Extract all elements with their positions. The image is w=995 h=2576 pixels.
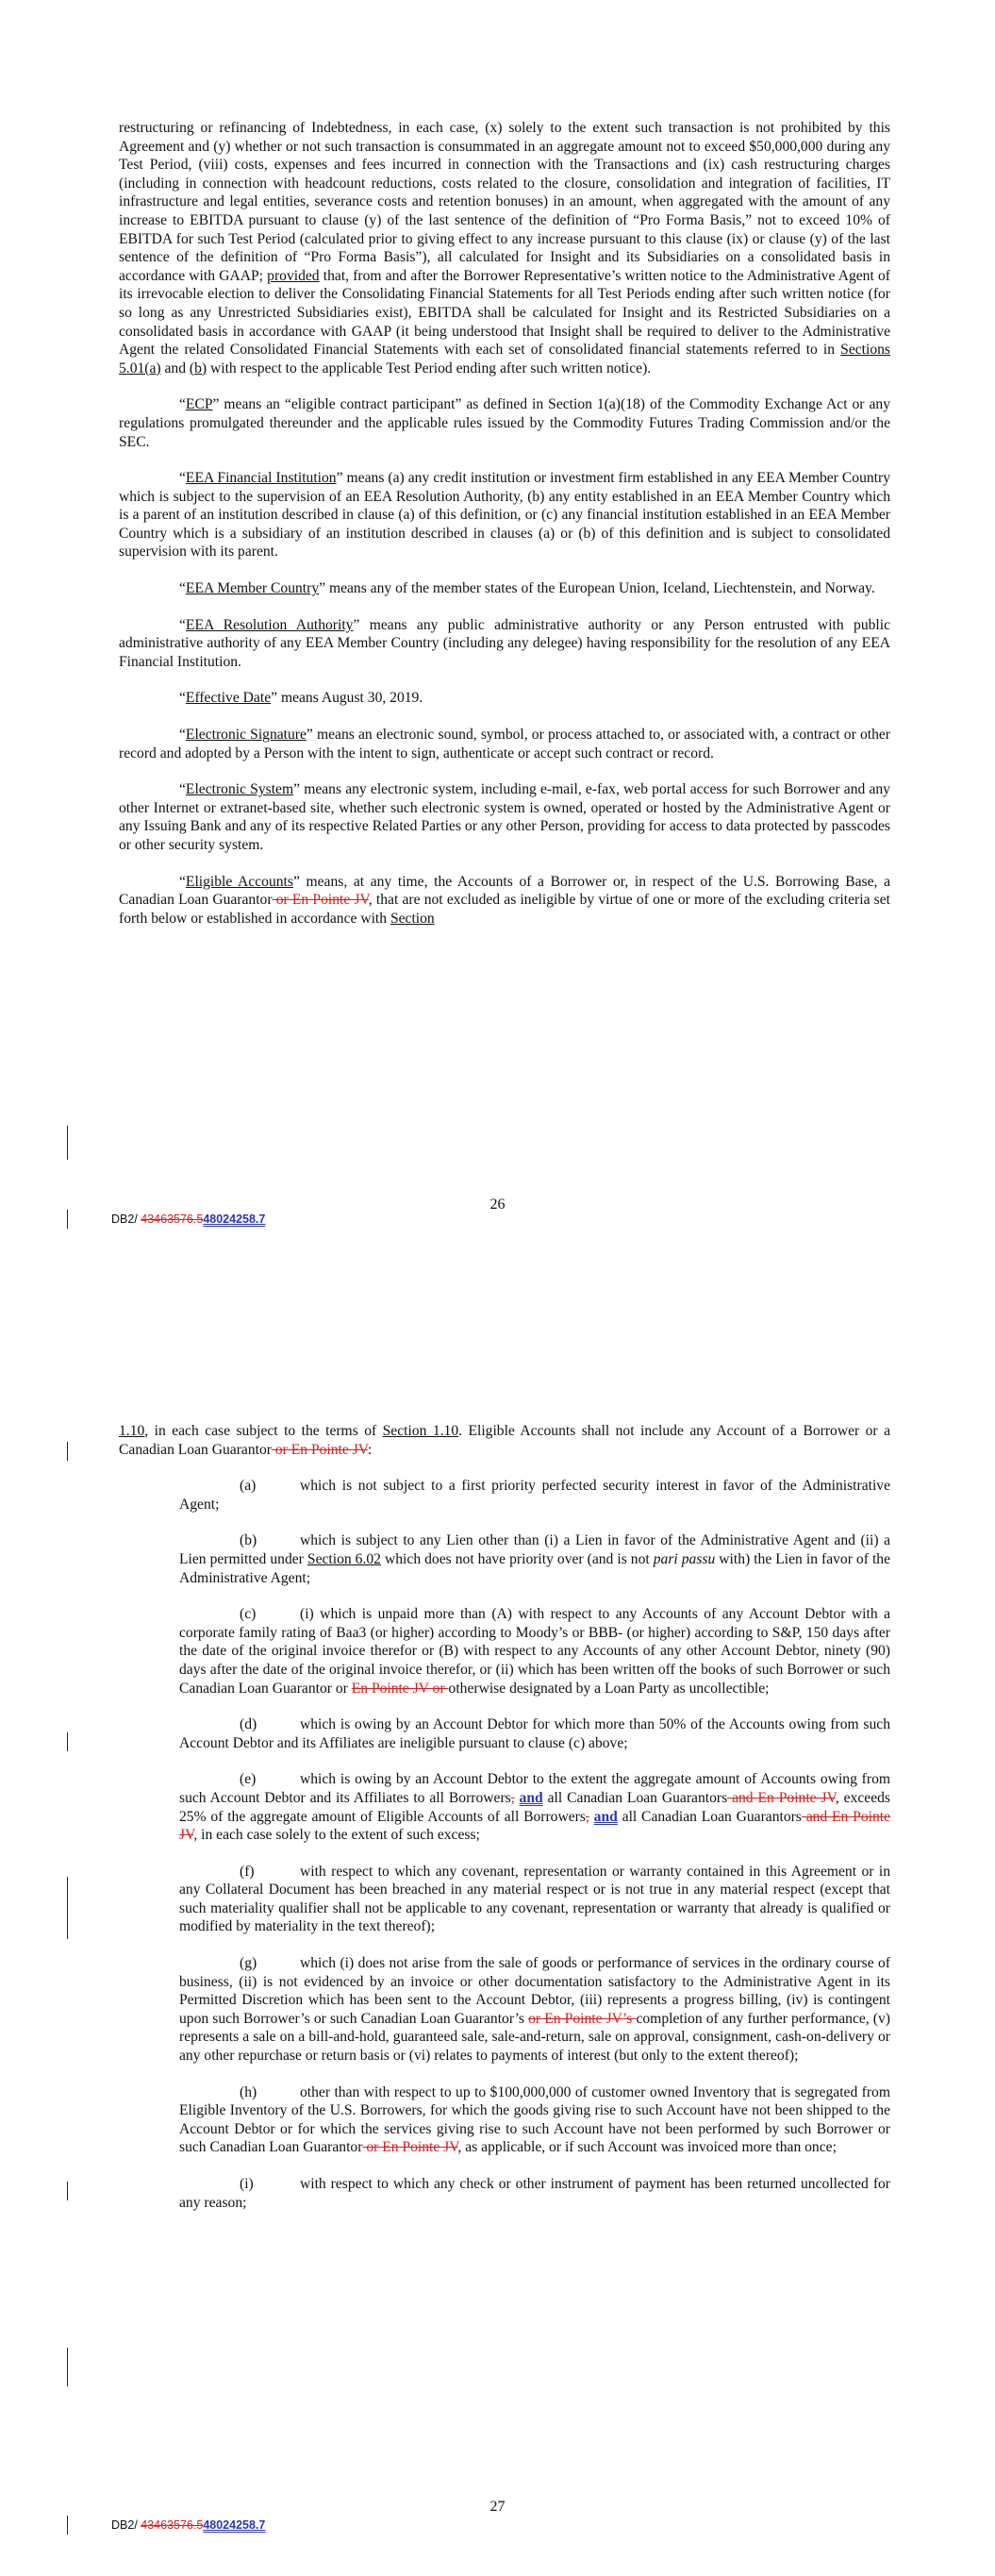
change-bar [67,2182,68,2200]
clause-label: (c) [240,1606,257,1623]
defined-term: EEA Resolution Authority [185,616,354,633]
inserted-text: and [519,1789,543,1806]
clause-d: (d) which is owing by an Account Debtor for which more than 50% of the Accounts owing from such Account Debtor and its Affiliates are ineligible pursuant to clause (c) above; [179,1716,890,1751]
page-26-body [119,119,890,928]
clause-label: (a) [240,1478,257,1495]
inserted-text: and [593,1808,618,1825]
defined-term: Electronic Signature [185,727,307,744]
page-number: 27 [489,2499,506,2515]
clause-label: (e) [240,1771,257,1788]
inserted-doc-id: 48024258.7 [203,2518,266,2532]
deleted-doc-id: 43463576.5 [141,2518,204,2532]
deleted-doc-id: 43463576.5 [141,1213,204,1226]
clause-label: (i) [240,2176,254,2192]
eligible-accounts-continuation: 1.10, in each case subject to the terms of Section 1.10. Eligible Accounts shall not include any Account of a Borrower or a Canadian Loan Guarantor or En Pointe JV: [119,1423,890,1458]
change-bar [67,1877,68,1939]
clause-label: (d) [240,1716,257,1733]
definition-electronic-signature: “Electronic Signature” means an electronic sound, symbol, or process attached to, or associated with, a contract or other record and adopted by a Person with the intent to sign, authenticate or accept such contract or record. [119,727,890,761]
clause-b: (b) which is subject to any Lien other than (i) a Lien in favor of the Administrative Agent and (ii) a Lien permitted under Section 6.02 which does not have priority over (and is not pari passu with) the Lien in favor of the Administrative Agent; [179,1532,890,1586]
deleted-text: , [510,1789,515,1806]
defined-term: Eligible Accounts [185,873,293,890]
deleted-text: and En Pointe JV [727,1789,836,1806]
clause-g: (g) which (i) does not arise from the sale of goods or performance of services in the ordinary course of business, (ii) is not evidenced by an invoice or other documentation satisfactory to the Administrative Agent in its Permitted Discretion which has been sent to the Account Debtor, (iii) represents a progress billing, (iv) is contingent upon such Borrower’s or such Canadian Loan Guarantor’s or En Pointe JV’s completion of any further performance, (v) represents a sale on a bill-and-hold, guaranteed sale, sale-and-return, sale on approval, consignment, cash-on-delivery or any other repurchase or return basis or (vi) relates to payments of interest (but only to the extent thereof); [179,1955,890,2065]
deleted-text: or En Pointe JV [271,1441,368,1458]
document-id-footer: DB2/ 43463576.548024258.7 [111,1213,266,1226]
defined-term: Electronic System [185,781,294,798]
clause-a: (a) which is not subject to a first priority perfected security interest in favor of the Administrative Agent; [179,1478,890,1513]
clause-c: (c) (i) which is unpaid more than (A) with respect to any Accounts of any Account Debtor with a corporate family rating of Baa3 (or higher) according to Moody’s or BBB- (or higher) according to S&P, 150 days after the date of the original invoice therefor or (B) with respect to any Accounts of any other Account Debtor, ninety (90) days after the date of the original invoice therefor, or (ii) which has been written off the books of such Borrower or such Canadian Loan Guarantor or En Pointe JV or otherwise designated by a Loan Party as uncollectible; [179,1606,890,1697]
clause-label: (b) [240,1532,257,1549]
deleted-text: and En Pointe JV [179,1808,891,1844]
definition-ecp: “ECP” means an “eligible contract participant” as defined in Section 1(a)(18) of the Commodity Exchange Act or any regulations promulgated thereunder and the applicable rules issued by the Commodity Futures Trading Commission and/or the SEC. [119,396,890,450]
ebitda-definition-continuation: restructuring or refinancing of Indebtedness, in each case, (x) solely to the extent such transaction is not prohibited by this Agreement and (y) whether or not such transaction is consummated in an aggregate amount not to exceed $50,000,000 during any Test Period, (viii) costs, expenses and fees incurred in connection with the Transactions and (ix) cash restructuring charges (including in connection with headcount reductions, costs related to the closure, consolidation and integration of facilities, IT infrastructure and legal entities, severance costs and retention bonuses) in an amount, when aggregated with the amount of any increase to EBITDA pursuant to clause (y) of the last sentence of the definition of “Pro Forma Basis,” not to exceed 10% of EBITDA for such Test Period (calculated prior to giving effect to any increase pursuant to this clause (ix) or clause (y) of the last sentence of the definition of “Pro Forma Basis”), all calculated for Insight and its Subsidiaries on a consolidated basis in accordance with GAAP; provided that, from and after the Borrower Representative’s written notice to the Administrative Agent of its irrevocable election to deliver the Consolidating Financial Statements for all Test Periods ending after such written notice (for so long as any Unrestricted Subsidiaries exist), EBITDA shall be calculated for Insight and its Restricted Subsidiaries on a consolidated basis in accordance with GAAP (it being understood that Insight shall be required to deliver to the Administrative Agent the related Consolidated Financial Statements with each set of consolidated financial statements referred to in Sections 5.01(a) and (b) with respect to the applicable Test Period ending after such written notice). [119,120,890,376]
definition-eea-member-country: “EEA Member Country” means any of the member states of the European Union, Iceland, Liechtenstein, and Norway. [179,580,875,597]
deleted-text: or En Pointe JV [272,892,369,909]
defined-term: EEA Member Country [185,580,320,597]
definition-eea-financial-institution: “EEA Financial Institution” means (a) any credit institution or investment firm established in any EEA Member Country which is subject to the supervision of an EEA Resolution Authority, (b) any entity established in an EEA Member Country which is a parent of an institution described in clause (a) of this definition, or (c) any financial institution established in an EEA Member Country which is a subsidiary of an institution described in clauses (a) or (b) of this definition and is subject to consolidated supervision with its parent. [119,470,891,560]
definition-eligible-accounts: “Eligible Accounts” means, at any time, the Accounts of a Borrower or, in respect of the U.S. Borrowing Base, a Canadian Loan Guarantor or En Pointe JV, that are not excluded as ineligible by virtue of one or more of the excluding criteria set forth below or established in accordance with Section [119,873,891,927]
page-27 [0,1288,995,2576]
page-27-body [119,1422,890,2212]
clause-label: (h) [240,2083,257,2100]
change-bar [67,2516,68,2534]
clause-f: (f) with respect to which any covenant, representation or warranty contained in this Agreement or in any Collateral Document has been breached in any material respect or is not true in any material respect (except that such materiality qualifier shall not be applicable to any covenant, representation or warranty that already is qualified or modified by materiality in the text thereof); [179,1863,890,1935]
clause-e: (e) which is owing by an Account Debtor to the extent the aggregate amount of Accounts owing from such Account Debtor and its Affiliates to all Borrowers, and all Canadian Loan Guarantors and En Pointe JV, exceeds 25% of the aggregate amount of Eligible Accounts of all Borrowers, and all Canadian Loan Guarantors and En Pointe JV, in each case solely to the extent of such excess; [179,1771,891,1844]
defined-term: Effective Date [185,690,272,707]
clause-i: (i) with respect to which any check or other instrument of payment has been returned uncollected for any reason; [179,2176,890,2211]
defined-term: ECP [185,396,213,413]
change-bar [67,1442,68,1461]
change-bar [67,1126,68,1160]
deleted-text: En Pointe JV or [351,1680,449,1697]
document-id-footer: DB2/ 43463576.548024258.7 [111,2518,266,2532]
deleted-text: or En Pointe JV [362,2139,458,2156]
defined-term: EEA Financial Institution [185,470,337,487]
clause-h: (h) other than with respect to up to $100,000,000 of customer owned Inventory that is segregated from Eligible Inventory of the U.S. Borrowers, for which the goods giving rise to such Account have not been shipped to the Account Debtor or for which the services giving rise to such Account have not been performed by such Borrower or such Canadian Loan Guarantor or En Pointe JV, as applicable, or if such Account was invoiced more than once; [179,2083,890,2156]
change-bar [67,2348,68,2386]
definition-electronic-system: “Electronic System” means any electronic system, including e-mail, e-fax, web portal access for such Borrower and any other Internet or extranet-based site, whether such electronic system is owned, operated or hosted by the Administrative Agent or any Issuing Bank and any of its respective Related Parties or any other Person, providing for access to data protected by passcodes or other security system. [119,781,890,853]
deleted-text: , [585,1808,589,1825]
clause-label: (g) [240,1955,257,1972]
clause-label: (f) [240,1863,255,1880]
page-number: 26 [489,1196,506,1213]
deleted-text: or En Pointe JV’s [528,2010,637,2027]
change-bar [67,1732,68,1751]
definition-effective-date: “Effective Date” means August 30, 2019. [179,690,423,707]
definition-eea-resolution-authority: “EEA Resolution Authority” means any public administrative authority or any Person entrusted with public administrative authority of any EEA Member Country (including any delegee) having responsibility for the resolution of any EEA Financial Institution. [119,616,890,670]
inserted-doc-id: 48024258.7 [203,1213,266,1226]
